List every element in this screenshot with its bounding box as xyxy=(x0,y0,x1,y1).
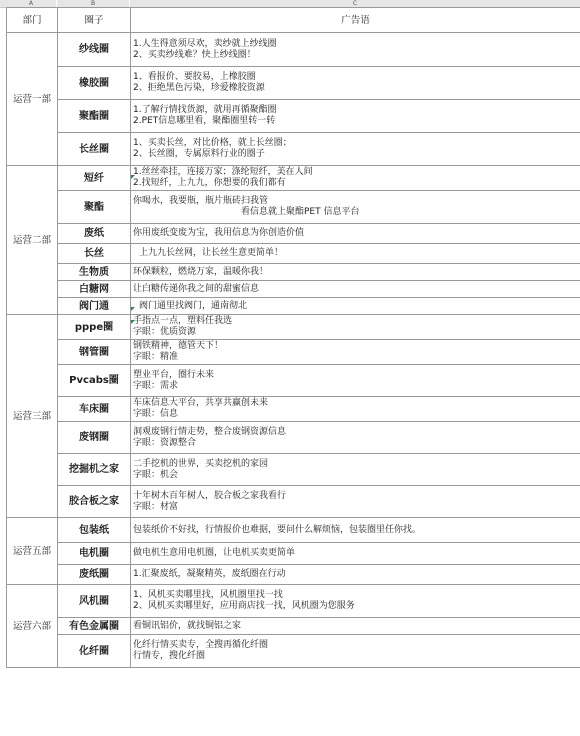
circle-cell[interactable]: 胶合板之家 xyxy=(58,486,131,518)
table-row xyxy=(7,565,580,585)
ad-cell[interactable] xyxy=(131,315,580,340)
table-row xyxy=(7,585,580,618)
circle-cell[interactable]: Pvcabs圈 xyxy=(58,365,131,397)
ad-cell[interactable] xyxy=(131,298,580,315)
ad-line: 2.PET信息哪里看，聚酯圈里转一转 xyxy=(133,116,276,126)
ad-cell[interactable] xyxy=(131,244,580,264)
ad-cell[interactable] xyxy=(131,264,580,281)
ad-line: 阀门通里找阀门，通南彻北 xyxy=(139,300,248,311)
circle-cell[interactable]: 橡胶圈 xyxy=(58,67,131,100)
ad-cell[interactable] xyxy=(131,618,580,635)
ad-cell[interactable] xyxy=(131,166,580,191)
ad-cell[interactable] xyxy=(131,340,580,365)
header-dept[interactable]: 部门 xyxy=(7,8,58,33)
ad-line: 1、风机买卖哪里找，风机圈里找一找 xyxy=(133,590,283,600)
table-row xyxy=(7,422,580,454)
table-row xyxy=(7,191,580,224)
table-row xyxy=(7,133,580,166)
ad-line: 字眼：优质资源 xyxy=(133,327,197,337)
circle-cell[interactable]: 废纸圈 xyxy=(58,565,131,585)
ad-cell[interactable] xyxy=(131,191,580,224)
dept-cell[interactable]: 运营一部 xyxy=(7,33,58,166)
ad-line: 字眼：需求 xyxy=(133,380,179,391)
ad-line: 2.找短纤，上九九，你想要的我们都有 xyxy=(133,178,286,188)
circle-cell[interactable]: 纱线圈 xyxy=(58,33,131,67)
comment-indicator xyxy=(131,307,135,311)
table-row xyxy=(7,365,580,397)
table-row xyxy=(7,224,580,244)
ad-cell[interactable] xyxy=(131,67,580,100)
ad-line: 二手挖机的世界，买卖挖机的家园 xyxy=(133,458,269,469)
ad-table xyxy=(6,7,580,668)
ad-line: 字眼：信息 xyxy=(133,409,179,419)
ad-cell[interactable] xyxy=(131,585,580,618)
table-row xyxy=(7,635,580,668)
ad-cell[interactable] xyxy=(131,224,580,244)
ad-line: 字眼：精准 xyxy=(133,352,179,362)
ad-line: 车床信息大平台，共享共赢创未来 xyxy=(133,398,269,408)
ad-cell[interactable] xyxy=(131,33,580,67)
table-row xyxy=(7,67,580,100)
circle-cell[interactable]: 车床圈 xyxy=(58,397,131,422)
table-row xyxy=(7,264,580,281)
dept-cell[interactable]: 运营六部 xyxy=(7,585,58,668)
ad-cell[interactable] xyxy=(131,454,580,486)
ad-cell[interactable] xyxy=(131,486,580,518)
ad-line: 行情专，搜化纤圈 xyxy=(133,651,206,661)
ad-cell[interactable] xyxy=(131,133,580,166)
ad-line: 让白糖传递你我之间的甜蜜信息 xyxy=(133,283,260,294)
ad-line: 洞观废钢行情走势，整合废钢资源信息 xyxy=(133,426,287,437)
circle-cell[interactable]: 化纤圈 xyxy=(58,635,131,668)
ad-cell[interactable] xyxy=(131,100,580,133)
comment-indicator xyxy=(131,175,135,179)
ad-line: 十年树木百年树人，胶合板之家我看行 xyxy=(133,490,287,501)
ad-line: 环保颗粒，燃烧万家，温暖你我！ xyxy=(133,266,269,277)
header-row xyxy=(7,8,580,33)
ad-cell[interactable] xyxy=(131,518,580,543)
ad-line: 化纤行情买卖专，全搜再循化纤圈 xyxy=(133,640,269,650)
ad-line: 1、买卖长丝，对比价格，就上长丝圈； xyxy=(133,138,292,148)
ad-line: 1.人生得意须尽欢，卖纱就上纱线圈 xyxy=(133,38,277,49)
ad-line: 1、看报价、要胶易，上橡胶圈 xyxy=(133,72,256,82)
table-row xyxy=(7,454,580,486)
circle-cell[interactable]: 包装纸 xyxy=(58,518,131,543)
ad-cell[interactable] xyxy=(131,543,580,565)
ad-cell[interactable] xyxy=(131,635,580,668)
table-row xyxy=(7,33,580,67)
ad-line: 手指点一点，塑料任我选 xyxy=(133,316,233,326)
ad-line: 你用废纸变废为宝，我用信息为你创造价值 xyxy=(133,228,305,238)
ad-line: 1.丝丝牵挂，连接万家；涤纶短纤，美在人间 xyxy=(133,167,313,177)
circle-cell[interactable]: pppe圈 xyxy=(58,315,131,340)
column-header-b[interactable]: B xyxy=(57,0,129,8)
ad-cell[interactable] xyxy=(131,365,580,397)
ad-line: 2、拒绝黑色污染，珍爱橡胶资源 xyxy=(133,83,265,93)
circle-cell[interactable]: 聚酯 xyxy=(58,191,131,224)
table-row xyxy=(7,100,580,133)
header-circle[interactable]: 圈子 xyxy=(58,8,131,33)
ad-line: 塑业平台，圈行未来 xyxy=(133,369,215,380)
ad-line: 包装纸价不好找，行情报价也难据，要问什么解烦恼，包装圈里任你找。 xyxy=(133,524,422,535)
ad-line: 做电机生意用电机圈，让电机买卖更简单 xyxy=(133,548,296,558)
circle-cell[interactable]: 长丝圈 xyxy=(58,133,131,166)
ad-line: 1.汇聚废纸，凝聚精英，废纸圈在行动 xyxy=(133,569,286,579)
table-row xyxy=(7,244,580,264)
ad-line: 2、风机买卖哪里好，应用商店找一找，风机圈为您服务 xyxy=(133,601,355,611)
table-row xyxy=(7,486,580,518)
dept-cell[interactable]: 运营三部 xyxy=(7,315,58,518)
circle-cell[interactable]: 聚酯圈 xyxy=(58,100,131,133)
circle-cell[interactable]: 生物质 xyxy=(58,264,131,281)
ad-line: 上九九长丝网，让长丝生意更简单！ xyxy=(139,248,284,258)
circle-cell[interactable]: 风机圈 xyxy=(58,585,131,618)
column-header-c[interactable]: C xyxy=(130,0,580,8)
ad-line: 看铜讯铝价，就找铜铝之家 xyxy=(133,620,242,631)
table-row xyxy=(7,298,580,315)
table-row xyxy=(7,397,580,422)
table-row xyxy=(7,281,580,298)
ad-line: 字眼：材富 xyxy=(133,501,179,512)
circle-cell[interactable]: 电机圈 xyxy=(58,543,131,565)
column-header-a[interactable]: A xyxy=(6,0,56,8)
circle-cell[interactable]: 白糖网 xyxy=(58,281,131,298)
ad-line: 你喝水，我要瓶，瓶片瓶砖扫我管 xyxy=(133,196,269,206)
dept-cell[interactable]: 运营五部 xyxy=(7,518,58,585)
ad-cell[interactable] xyxy=(131,422,580,454)
dept-cell[interactable]: 运营二部 xyxy=(7,166,58,315)
circle-cell[interactable]: 钢管圈 xyxy=(58,340,131,365)
table-row xyxy=(7,340,580,365)
ad-line: 2、长丝圈，专属原料行业的圈子 xyxy=(133,149,265,159)
ad-line: 1.了解行情找货源，就用再循聚酯圈 xyxy=(133,105,277,115)
ad-line: 看信息就上聚酯PET 信息平台 xyxy=(241,207,360,217)
circle-cell[interactable]: 短纤 xyxy=(58,166,131,191)
table-row xyxy=(7,518,580,543)
table-row xyxy=(7,315,580,340)
circle-cell[interactable]: 有色金属圈 xyxy=(58,618,131,635)
circle-cell[interactable]: 长丝 xyxy=(58,244,131,264)
comment-indicator xyxy=(131,320,135,324)
table-row xyxy=(7,543,580,565)
circle-cell[interactable]: 废纸 xyxy=(58,224,131,244)
ad-line: 字眼：机会 xyxy=(133,469,179,480)
circle-cell[interactable]: 阀门通 xyxy=(58,298,131,315)
circle-cell[interactable]: 挖掘机之家 xyxy=(58,454,131,486)
ad-cell[interactable] xyxy=(131,565,580,585)
circle-cell[interactable]: 废钢圈 xyxy=(58,422,131,454)
ad-line: 2、买卖纱线难？快上纱线圈！ xyxy=(133,49,256,60)
table-row xyxy=(7,166,580,191)
ad-line: 钢铁精神，德管天下！ xyxy=(133,341,224,351)
ad-cell[interactable] xyxy=(131,397,580,422)
table-row xyxy=(7,618,580,635)
ad-line: 字眼：资源整合 xyxy=(133,437,197,448)
header-ad[interactable]: 广告语 xyxy=(131,8,580,33)
ad-cell[interactable] xyxy=(131,281,580,298)
